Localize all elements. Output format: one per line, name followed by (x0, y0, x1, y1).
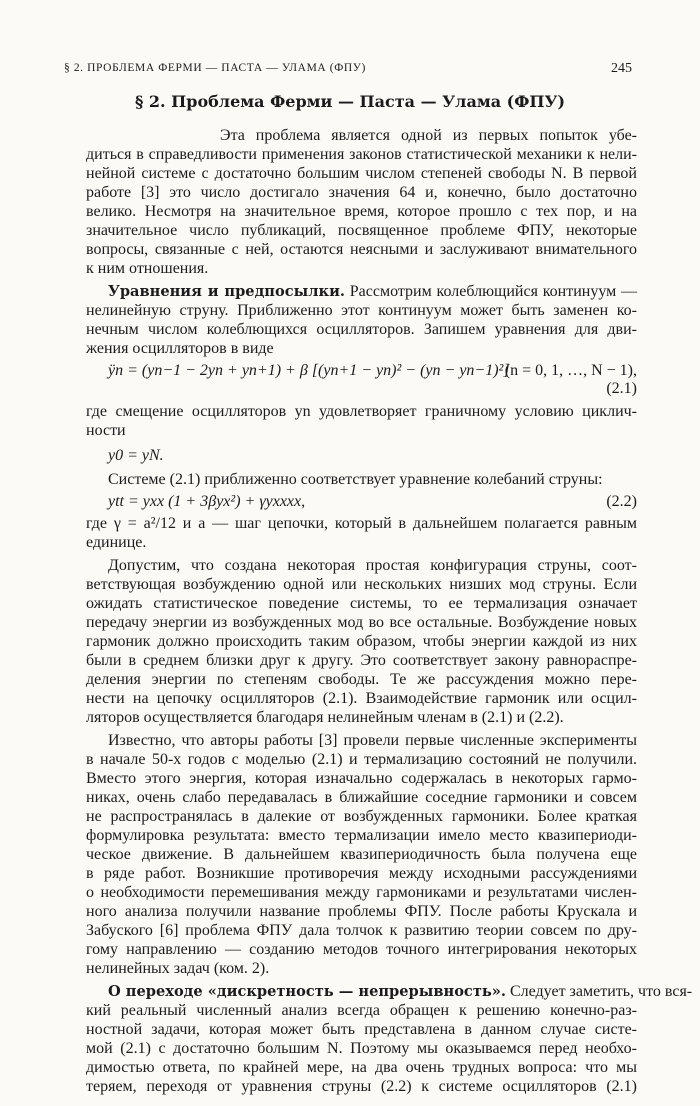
equation-number: (2.1) (606, 380, 637, 397)
text-line: в начале 50-х годов с моделью (2.1) и термализацию состояний не получили. (86, 751, 637, 768)
text-line: значительное число публикаций, посвященное проблеме ФПУ, некоторые (86, 222, 637, 239)
text-line: жения осцилляторов в виде (86, 340, 274, 357)
text-line: нечным числом колеблющихся осцилляторов. Запишем уравнения для дви- (86, 321, 637, 338)
text-line: передачу энергии из возбужденных мод во все остальные. Возбуждение новых (86, 614, 637, 631)
equation-number: (2.2) (606, 493, 637, 510)
text-line: работе [3] это число достигало значения 64 и, конечно, было достаточно (86, 184, 637, 201)
text-line: Забуского [6] проблема ФПУ дала толчок к развитию теории совсем по дру- (86, 922, 637, 939)
text-line: деления энергии по степеням свободы. Те же рассуждения можно пере- (86, 671, 637, 688)
text-line: Системе (2.1) приближенно соответствует уравнение колебаний струны: (108, 471, 603, 488)
text-line (108, 282, 637, 301)
section-title: § 2. Проблема Ферми — Паста — Улама (ФПУ) (134, 92, 566, 111)
text-line: ностной задачи, которая может быть представлена в данном случае систе- (86, 1021, 637, 1038)
text-run: Следует заметить, что вся- (509, 983, 693, 1000)
text-line: диться в справедливости применения законов статистической механики к нели- (86, 146, 637, 163)
text-line: теряем, переходя от уравнения струны (2.2) к системе осцилляторов (2.1) (86, 1078, 637, 1095)
text-line: к ним отношения. (86, 260, 209, 277)
text-line: нелинейных задач (ком. 2). (86, 960, 270, 977)
page-number: 245 (611, 61, 632, 76)
text-line: ожидать статистическое поведение системы, то ее термализация означает (86, 595, 637, 612)
running-head-section: § 2. ПРОБЛЕМА ФЕРМИ — ПАСТА — УЛАМА (ФПУ) (64, 62, 366, 74)
text-line: где γ = a²/12 и a — шаг цепочки, который в дальнейшем полагается равным (86, 515, 637, 532)
text-line: никах, очень слабо передавалась в ближайшие соседние гармоники и совсем (86, 789, 637, 806)
text-line: димостью ответа, по крайней мере, на два очень трудных вопроса: что мы (86, 1059, 637, 1076)
equation-range: (n = 0, 1, …, N − 1), (504, 362, 637, 379)
text-line: единице. (86, 534, 147, 551)
text-line: где смещение осцилляторов yn удовлетворяет граничному условию циклич- (86, 403, 637, 420)
equation-2-2 (108, 492, 637, 511)
text-line: Допустим, что создана некоторая простая конфигурация струны, соот- (108, 557, 637, 574)
text-line: о необходимости перемешивания между гармониками и результатами числен- (86, 884, 637, 901)
text-line: гармоник должно происходить таким образом, чтобы энергии каждой из них (86, 633, 637, 650)
text-line: велико. Несмотря на значительное время, которое прошло с тех пор, и на (86, 203, 637, 220)
text-line: мой (2.1) с достаточно большим N. Поэтому мы оказываемся перед необхо- (86, 1040, 637, 1057)
text-line: ляторов осуществляется благодаря нелинейным членам в (2.1) и (2.2). (86, 709, 564, 726)
text-line: нелинейную струну. Приближенно этот континуум может быть заменен ко- (86, 302, 637, 319)
running-head (64, 62, 632, 74)
equation-body: ÿn = (yn−1 − 2yn + yn+1) + β [(yn+1 − yn)² − (yn − yn−1)²] (108, 362, 510, 379)
text-line: нести на цепочку осцилляторов (2.1). Взаимодействие гармоник или осцил- (86, 690, 637, 707)
text-line: были в среднем близки друг к другу. Это соответствует закону равнораспре- (86, 652, 637, 669)
text-line: ного анализа получили название проблемы ФПУ. После работы Крускала и (86, 903, 637, 920)
text-line: Вместо этого энергия, которая изначально содержалась в некоторых гармо- (86, 770, 637, 787)
text-line: ветствующая возбуждению одной или нескольких низших мод струны. Если (86, 576, 637, 593)
text-line: ности (86, 422, 126, 439)
text-line: нейной системе с достаточно большим числом степеней свободы N. В первой (86, 165, 637, 182)
text-line: в ряде работ. Возникшие противоречия между исходными рассуждениями (86, 865, 637, 882)
text-line: гому направлению — созданию методов точного интегрирования некоторых (86, 941, 637, 958)
equation-body: ytt = yxx (1 + 3βyx²) + γyxxxx, (108, 493, 306, 510)
text-line: вопросы, связанные с ней, остаются неясными и заслуживают внимательного (86, 241, 637, 258)
text-line: не распространялась в далекие от возбужденных гармоники. Более краткая (86, 808, 637, 825)
text-line: ческое движение. В дальнейшем квазипериодичность была получена еще (86, 846, 637, 863)
paragraph-heading: О переходе «дискретность — непрерывность». (108, 983, 506, 1000)
boundary-condition: y0 = yN. (108, 447, 164, 464)
equation-2-1 (108, 361, 637, 380)
text-line (108, 982, 693, 1001)
text-line: Эта проблема является одной из первых попыток убе- (220, 127, 637, 144)
text-run: Рассмотрим колеблющийся континуум — (349, 283, 638, 300)
text-line: кий реальный численный анализ всегда обращен к решению конечно-раз- (86, 1002, 637, 1019)
text-line: формулировка результата: вместо термализации имело место квазипериоди- (86, 827, 637, 844)
paragraph-heading: Уравнения и предпосылки. (108, 283, 345, 300)
text-line: Известно, что авторы работы [3] провели первые численные эксперименты (108, 732, 637, 749)
